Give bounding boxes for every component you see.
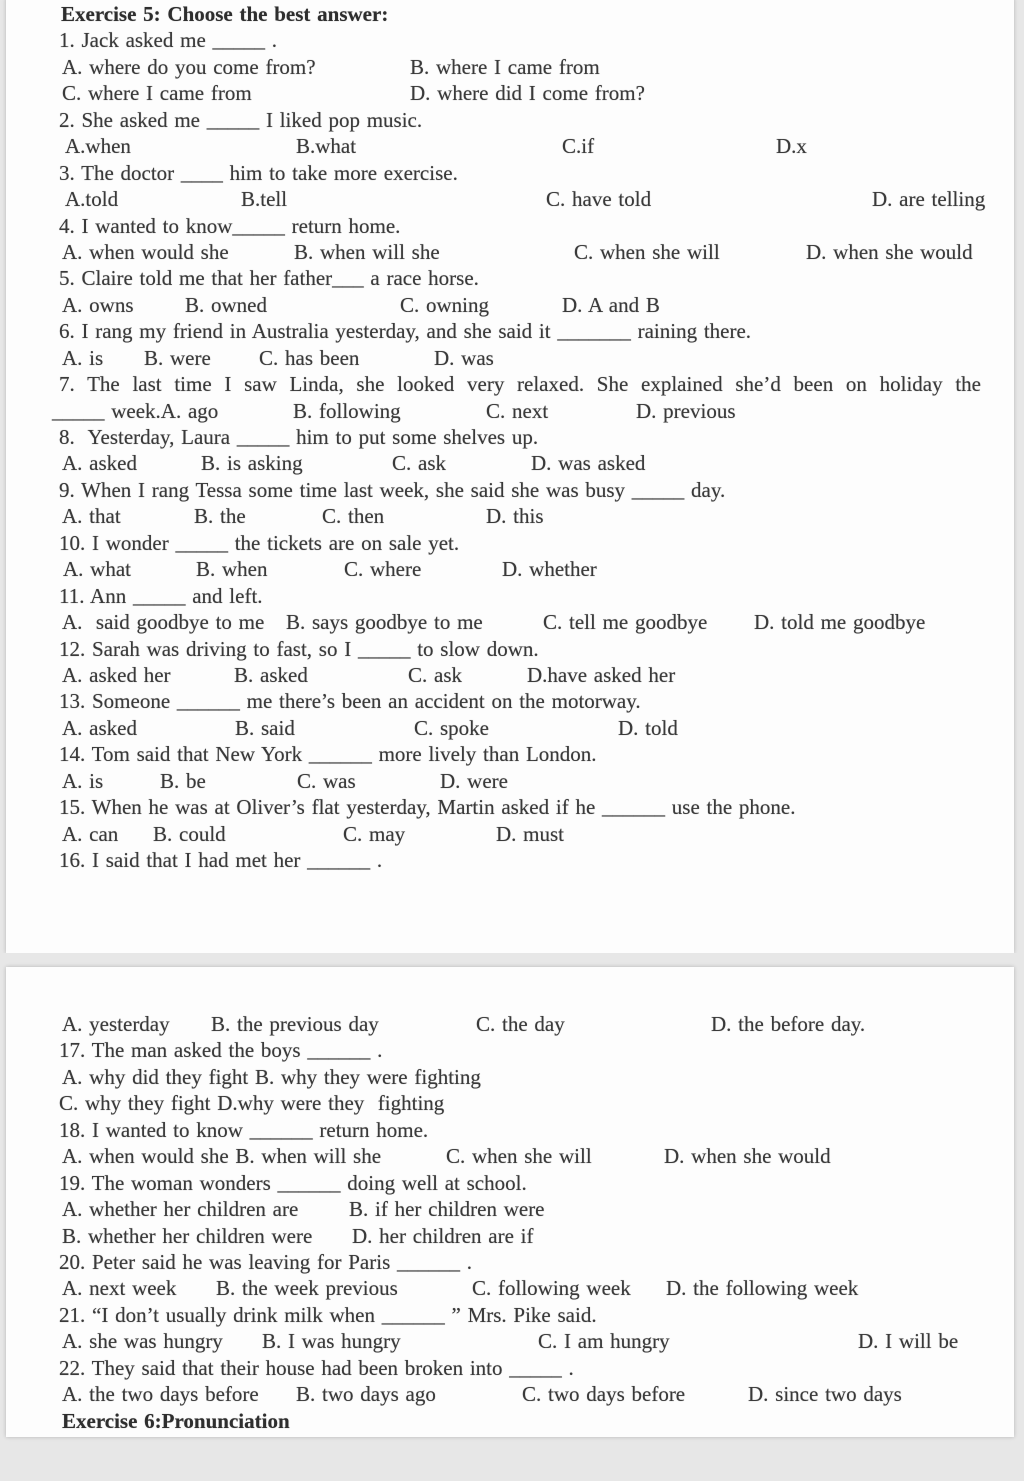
- question-17-line: [6, 1037, 1014, 1063]
- options-line: [6, 133, 1014, 159]
- question-stem: 5. Claire told me that her father___ a race horse.: [59, 266, 479, 291]
- option-b: B. said: [235, 715, 295, 740]
- section-heading: [6, 1, 1014, 27]
- question-4-line: [6, 213, 1014, 239]
- option-d: D. the following week: [666, 1276, 859, 1301]
- option-d: D. this: [486, 504, 544, 529]
- option-b: B. the: [194, 504, 246, 529]
- option-a: A. what: [63, 557, 131, 582]
- question-6-line: [6, 318, 1014, 344]
- text-line: [6, 398, 1014, 424]
- option-d: D. I will be: [858, 1329, 959, 1354]
- question-stem: 9. When I rang Tessa some time last week, she said she was busy _____ day.: [59, 477, 726, 502]
- question-stem: 12. Sarah was driving to fast, so I _____ to slow down.: [59, 636, 539, 661]
- question-stem: 10. I wonder _____ the tickets are on sale yet.: [59, 530, 460, 555]
- question-12-line: [6, 636, 1014, 662]
- option-d: D. where did I come from?: [410, 81, 645, 106]
- option-a: A. she was hungry: [62, 1329, 223, 1354]
- document-page-1: [6, 0, 1014, 953]
- options-line: [6, 1090, 1014, 1116]
- option-a: A. why did they fight B. why they were fighting: [62, 1064, 481, 1089]
- options-line: [6, 1011, 1014, 1037]
- option-a: A. is: [62, 768, 104, 793]
- option-b: B. where I came from: [410, 54, 600, 79]
- options-line: [6, 1064, 1014, 1090]
- question-11-line: [6, 583, 1014, 609]
- page-1-content: [6, 0, 1014, 956]
- options-line: [6, 821, 1014, 847]
- option-d: D. her children are if: [352, 1223, 534, 1248]
- option-d: D. told: [618, 715, 678, 740]
- question-stem: 21. “I don’t usually drink milk when ______ ” Mrs. Pike said.: [59, 1302, 597, 1327]
- option-c: C. I am hungry: [538, 1329, 670, 1354]
- question-5-line: [6, 265, 1014, 291]
- options-line: [6, 1223, 1014, 1249]
- option-c: C. the day: [476, 1012, 565, 1036]
- option-a: A. next week: [62, 1276, 177, 1301]
- option-d: D. previous: [636, 398, 736, 423]
- options-line: [6, 1328, 1014, 1354]
- option-d: D. were: [440, 768, 508, 793]
- option-a: A. asked: [62, 451, 137, 476]
- option-b: B. were: [144, 345, 211, 370]
- question-1-line: [6, 27, 1014, 53]
- options-line: [6, 292, 1014, 318]
- question-7-line: [6, 371, 1014, 397]
- question-16-line: [6, 847, 1014, 873]
- option-c: C. next: [486, 398, 549, 423]
- option-b: B. I was hungry: [262, 1329, 401, 1354]
- option-a: A. that: [62, 504, 121, 529]
- document-page-2: [6, 967, 1014, 1437]
- page-2-content: [6, 967, 1014, 1481]
- option-b: B. owned: [185, 292, 267, 317]
- question-20-line: [6, 1249, 1014, 1275]
- option-b: B. when will she: [294, 239, 440, 264]
- question-22-line: [6, 1355, 1014, 1381]
- question-19-line: [6, 1170, 1014, 1196]
- question-stem: 1. Jack asked me _____ .: [59, 28, 278, 53]
- option-b: B. be: [160, 768, 206, 793]
- option-a: A. said goodbye to me: [62, 610, 265, 635]
- option-b: B. two days ago: [296, 1382, 436, 1407]
- question-stem: 22. They said that their house had been broken into _____ .: [59, 1355, 574, 1380]
- option-d: D. whether: [502, 557, 597, 582]
- options-line: [6, 1275, 1014, 1301]
- option-c: C. ask: [408, 662, 462, 687]
- option-a: A. where do you come from?: [62, 54, 316, 79]
- option-a: A. yesterday: [62, 1012, 170, 1036]
- option-d: D.have asked her: [527, 662, 676, 687]
- question-stem: 11. Ann _____ and left.: [59, 583, 263, 608]
- option-c: C.if: [562, 134, 595, 159]
- options-line: [6, 1143, 1014, 1169]
- option-c: C. then: [322, 504, 385, 529]
- option-c: C. following week: [472, 1276, 631, 1301]
- option-b: B. if her children were: [349, 1197, 545, 1222]
- options-line: [6, 239, 1014, 265]
- question-8-line: [6, 424, 1014, 450]
- option-a: A. can: [62, 821, 119, 846]
- option-b: B. asked: [234, 662, 308, 687]
- option-c: C. have told: [546, 187, 652, 212]
- option-a: A. when would she B. when will she: [62, 1144, 382, 1169]
- option-b: B. when: [196, 557, 268, 582]
- options-line: [6, 450, 1014, 476]
- option-a: A. when would she: [62, 239, 229, 264]
- text-segment: _____ week.A. ago: [52, 398, 219, 423]
- question-15-line: [6, 794, 1014, 820]
- option-d: D. since two days: [748, 1382, 902, 1407]
- question-21-line: [6, 1302, 1014, 1328]
- question-stem: 3. The doctor ____ him to take more exercise.: [59, 160, 458, 185]
- option-a: A. owns: [62, 292, 134, 317]
- section-heading: [6, 1408, 1014, 1434]
- option-d: D. are telling: [872, 187, 986, 212]
- option-b: B.tell: [241, 187, 288, 212]
- option-b: B. whether her children were: [62, 1223, 313, 1248]
- option-c: C. owning: [400, 292, 490, 317]
- question-stem: 7. The last time I saw Linda, she looked very relaxed. She explained she’d been on holiday the: [59, 372, 981, 397]
- option-a: A. is: [62, 345, 104, 370]
- option-d: D. was asked: [531, 451, 646, 476]
- option-c: C. may: [343, 821, 406, 846]
- question-stem: 6. I rang my friend in Australia yesterday, and she said it _______ raining there.: [59, 319, 752, 344]
- options-line: [6, 186, 1014, 212]
- option-a: A. asked: [62, 715, 137, 740]
- option-b: B. the week previous: [216, 1276, 398, 1301]
- option-c: C. ask: [392, 451, 446, 476]
- option-c: C. spoke: [414, 715, 489, 740]
- option-c: C. was: [297, 768, 356, 793]
- option-b: B. the previous day: [211, 1012, 379, 1036]
- option-c: C. two days before: [522, 1382, 686, 1407]
- options-line: [6, 80, 1014, 106]
- option-b: B. is asking: [201, 451, 303, 476]
- option-c: C. where I came from: [62, 81, 252, 106]
- page-break-gap: [0, 953, 1024, 967]
- question-9-line: [6, 477, 1014, 503]
- question-stem: 14. Tom said that New York ______ more lively than London.: [59, 742, 597, 767]
- question-13-line: [6, 688, 1014, 714]
- options-line: [6, 556, 1014, 582]
- question-stem: 18. I wanted to know ______ return home.: [59, 1117, 429, 1142]
- question-stem: 19. The woman wonders ______ doing well at school.: [59, 1170, 527, 1195]
- section-heading-text: Exercise 6:Pronunciation: [62, 1408, 290, 1433]
- option-c: C. tell me goodbye: [543, 610, 708, 635]
- question-2-line: [6, 107, 1014, 133]
- option-a: A.when: [65, 134, 131, 159]
- option-c: C. why they fight D.why were they fighting: [59, 1091, 445, 1116]
- options-line: [6, 345, 1014, 371]
- option-c: C. when she will: [446, 1144, 592, 1169]
- option-d: D. must: [496, 821, 565, 846]
- options-line: [6, 54, 1014, 80]
- options-line: [6, 609, 1014, 635]
- question-14-line: [6, 741, 1014, 767]
- option-b: B. could: [153, 821, 226, 846]
- option-b: B. says goodbye to me: [286, 610, 483, 635]
- option-a: A. whether her children are: [62, 1197, 299, 1222]
- question-stem: 20. Peter said he was leaving for Paris ______ .: [59, 1249, 473, 1274]
- options-line: [6, 715, 1014, 741]
- option-b: B.what: [296, 134, 357, 159]
- question-10-line: [6, 530, 1014, 556]
- question-stem: 13. Someone ______ me there’s been an accident on the motorway.: [59, 689, 641, 714]
- option-d: D. told me goodbye: [754, 610, 926, 635]
- option-b: B. following: [293, 398, 401, 423]
- section-heading-text: Exercise 5: Choose the best answer:: [61, 2, 389, 26]
- question-stem: 17. The man asked the boys ______ .: [59, 1038, 383, 1063]
- question-stem: 16. I said that I had met her ______ .: [59, 848, 383, 872]
- options-line: [6, 662, 1014, 688]
- options-line: [6, 768, 1014, 794]
- option-d: D. the before day.: [711, 1012, 866, 1036]
- option-d: D. when she would: [664, 1144, 831, 1169]
- option-c: C. where: [344, 557, 422, 582]
- question-stem: 4. I wanted to know_____ return home.: [59, 213, 401, 238]
- question-stem: 2. She asked me _____ I liked pop music.: [59, 107, 423, 132]
- question-3-line: [6, 160, 1014, 186]
- option-a: A. asked her: [62, 662, 171, 687]
- option-c: C. when she will: [574, 239, 720, 264]
- question-stem: 8. Yesterday, Laura _____ him to put some shelves up.: [59, 425, 539, 449]
- option-d: D.x: [776, 134, 807, 159]
- option-a: A.told: [65, 187, 119, 212]
- option-d: D. was: [434, 345, 494, 370]
- option-d: D. when she would: [806, 239, 973, 264]
- option-a: A. the two days before: [62, 1382, 259, 1407]
- option-c: C. has been: [259, 345, 360, 370]
- option-d: D. A and B: [562, 292, 660, 317]
- options-line: [6, 503, 1014, 529]
- options-line: [6, 1196, 1014, 1222]
- question-18-line: [6, 1117, 1014, 1143]
- options-line: [6, 1381, 1014, 1407]
- question-stem: 15. When he was at Oliver’s flat yesterday, Martin asked if he ______ use the phone.: [59, 795, 796, 820]
